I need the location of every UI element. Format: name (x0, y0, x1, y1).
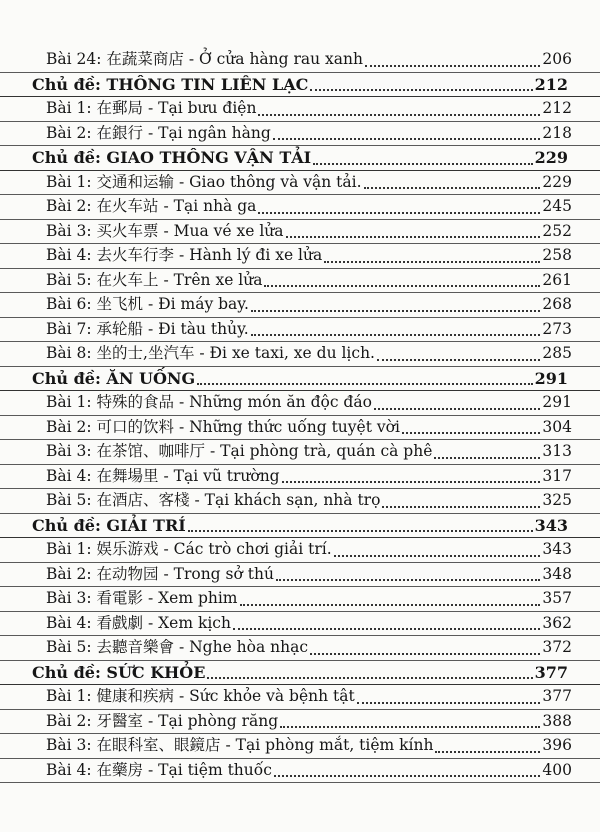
dot-leader (233, 626, 540, 630)
lesson-title: Bài 3: 看電影 - Xem phim (46, 589, 238, 607)
page-number: 396 (542, 736, 572, 754)
page-number: 317 (542, 466, 572, 485)
page-number: 229 (534, 148, 568, 167)
lesson-title: Bài 3: 买火车票 - Mua vé xe lửa (46, 221, 284, 240)
dot-leader (251, 308, 540, 312)
dot-leader (365, 63, 540, 67)
page-number: 304 (542, 417, 572, 436)
toc-lesson-row (0, 710, 600, 735)
toc-lesson-row (0, 244, 600, 269)
page-number: 218 (542, 123, 572, 142)
toc-topic-header (0, 661, 600, 686)
page-number: 252 (542, 221, 572, 240)
lesson-title: Bài 1: 娱乐游戏 - Các trò chơi giải trí. (46, 540, 332, 558)
toc-lesson-row (0, 391, 600, 416)
page-number: 388 (542, 711, 572, 730)
toc-topic-header (0, 367, 600, 392)
lesson-title: Bài 2: 可口的饮料 - Những thức uống tuyệt vời (46, 417, 400, 436)
lesson-title: Bài 4: 在藥房 - Tại tiệm thuốc (46, 760, 272, 779)
lesson-title: Bài 5: 去聽音樂會 - Nghe hòa nhạc (46, 638, 309, 656)
toc-lesson-row (0, 97, 600, 122)
dot-leader (382, 504, 540, 508)
toc-lesson-row (0, 538, 600, 563)
dot-leader (324, 259, 540, 263)
toc-lesson-row (0, 563, 600, 588)
lesson-title: Bài 4: 看戲劇 - Xem kịch (46, 613, 231, 632)
toc-lesson-row (0, 220, 600, 245)
toc-lesson-row (0, 636, 600, 661)
dot-leader (240, 602, 541, 606)
page-number: 343 (542, 540, 572, 558)
lesson-title: Bài 5: 在酒店、客棧 - Tại khách sạn, nhà trọ (46, 491, 381, 509)
toc-lesson-row (0, 269, 600, 294)
dot-leader (435, 749, 540, 753)
topic-title: Chủ đề: THÔNG TIN LIÊN LẠC (32, 74, 309, 94)
lesson-title: Bài 2: 在銀行 - Tại ngân hàng (46, 123, 271, 142)
page-number: 229 (542, 172, 572, 191)
dot-leader (310, 651, 540, 655)
lesson-title: Bài 1: 交通和运输 - Giao thông và vận tải. (46, 172, 362, 191)
dot-leader (273, 136, 541, 140)
dot-leader (188, 528, 533, 532)
dot-leader (207, 675, 532, 679)
lesson-title: Bài 7: 承轮船 - Đi tàu thủy. (46, 319, 249, 338)
page-number: 348 (542, 564, 572, 583)
toc-topic-header (0, 73, 600, 98)
toc-topic-header (0, 146, 600, 171)
lesson-title: Bài 3: 在茶馆、咖啡厅 - Tại phòng trà, quán cà phê (46, 442, 433, 460)
lesson-title: Bài 8: 坐的士,坐汽车 - Đi xe taxi, xe du lịch. (46, 344, 375, 362)
toc-lesson-row (0, 489, 600, 514)
lesson-title: Bài 1: 特殊的食品 - Những món ăn độc đáo (46, 393, 372, 411)
dot-leader (357, 700, 541, 704)
lesson-title: Bài 4: 去火车行李 - Hành lý đi xe lửa (46, 246, 323, 264)
dot-leader (286, 234, 541, 238)
toc-lesson-row (0, 612, 600, 637)
dot-leader (282, 479, 541, 483)
page-number: 377 (542, 687, 572, 705)
toc-lesson-row (0, 734, 600, 759)
page-number: 400 (542, 760, 572, 779)
toc-lesson-row (0, 318, 600, 343)
page-number: 377 (534, 662, 568, 682)
dot-leader (274, 773, 540, 777)
page-number: 362 (542, 613, 572, 632)
toc-lesson-row (0, 587, 600, 612)
lesson-title: Bài 3: 在眼科室、眼鏡店 - Tại phòng mắt, tiệm kính (46, 736, 434, 754)
topic-title: Chủ đề: SỨC KHỎE (32, 662, 206, 682)
lesson-title: Bài 24: 在蔬菜商店 - Ở cửa hàng rau xanh (46, 50, 364, 68)
dot-leader (276, 577, 540, 581)
dot-leader (402, 430, 540, 434)
page-number: 258 (542, 246, 572, 264)
toc-topic-header (0, 514, 600, 539)
dot-leader (258, 112, 540, 116)
page-number: 291 (534, 368, 568, 388)
page-number: 343 (534, 515, 568, 535)
dot-leader (310, 87, 532, 91)
lesson-title: Bài 2: 在火车站 - Tại nhà ga (46, 197, 257, 215)
dot-leader (251, 332, 541, 336)
dot-leader (313, 161, 532, 165)
toc-lesson-row (0, 685, 600, 710)
page-number: 285 (542, 344, 572, 362)
topic-title: Chủ đề: GIẢI TRÍ (32, 515, 186, 535)
dot-leader (197, 381, 532, 385)
lesson-title: Bài 5: 在火车上 - Trên xe lửa (46, 270, 263, 289)
page-number: 325 (542, 491, 572, 509)
page-number: 245 (542, 197, 572, 215)
page-number: 291 (542, 393, 572, 411)
page-number: 261 (542, 270, 572, 289)
toc-lesson-row (0, 195, 600, 220)
page-number: 313 (542, 442, 572, 460)
toc-lesson-row (0, 342, 600, 367)
page-number: 372 (542, 638, 572, 656)
toc-lesson-row (0, 122, 600, 147)
page-number: 212 (542, 99, 572, 117)
page-number: 206 (542, 50, 572, 68)
dot-leader (364, 185, 541, 189)
toc-lesson-row (0, 440, 600, 465)
page-number: 357 (542, 589, 572, 607)
lesson-title: Bài 2: 牙醫室 - Tại phòng răng (46, 711, 279, 730)
dot-leader (434, 455, 540, 459)
dot-leader (334, 553, 541, 557)
toc-lesson-row (0, 465, 600, 490)
dot-leader (377, 357, 540, 361)
dot-leader (374, 406, 540, 410)
dot-leader (258, 210, 540, 214)
table-of-contents (0, 48, 600, 783)
page-number: 268 (542, 295, 572, 313)
toc-lesson-row (0, 48, 600, 73)
topic-title: Chủ đề: ĂN UỐNG (32, 368, 196, 388)
lesson-title: Bài 6: 坐飞机 - Đi máy bay. (46, 295, 249, 313)
lesson-title: Bài 4: 在舞場里 - Tại vũ trường (46, 466, 280, 485)
lesson-title: Bài 1: 健康和疾病 - Sức khỏe và bệnh tật (46, 687, 355, 705)
topic-title: Chủ đề: GIAO THÔNG VẬN TẢI (32, 148, 312, 167)
toc-lesson-row (0, 293, 600, 318)
lesson-title: Bài 1: 在郵局 - Tại bưu điện (46, 99, 257, 117)
page-number: 273 (542, 319, 572, 338)
toc-lesson-row (0, 416, 600, 441)
toc-lesson-row (0, 171, 600, 196)
lesson-title: Bài 2: 在动物园 - Trong sở thú (46, 564, 274, 583)
dot-leader (264, 283, 540, 287)
toc-lesson-row (0, 759, 600, 784)
page-number: 212 (534, 74, 568, 94)
dot-leader (280, 724, 540, 728)
